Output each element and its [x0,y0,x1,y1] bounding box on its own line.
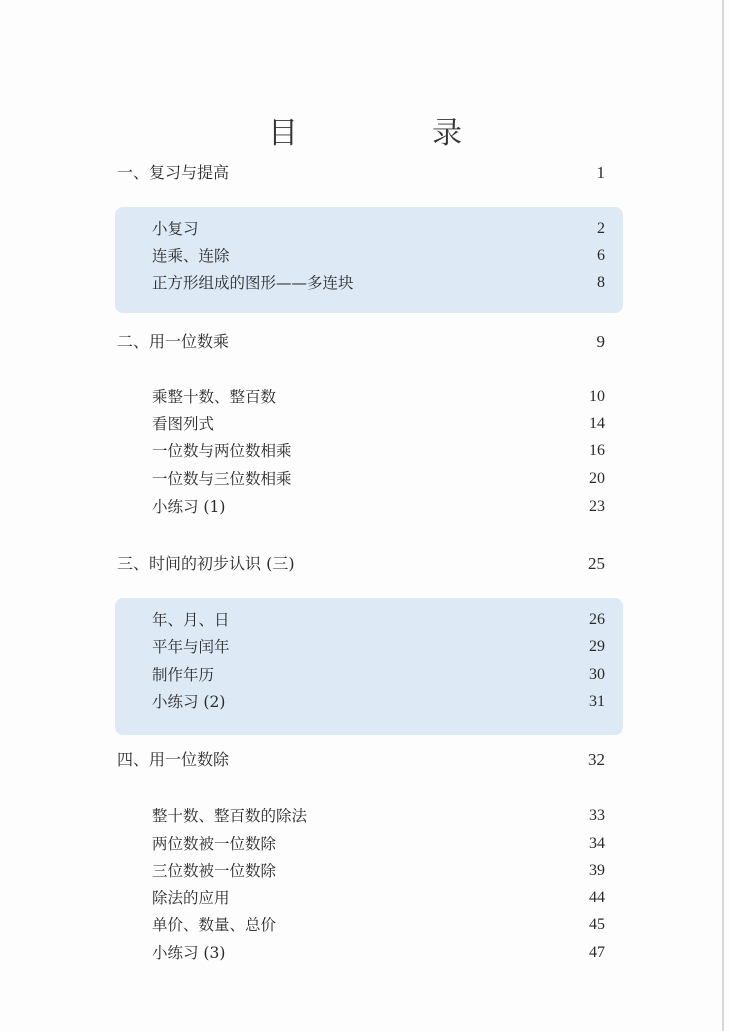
toc-item-page: 23 [589,498,605,515]
toc-item-page: 45 [589,916,605,933]
toc-item-page: 44 [589,889,605,906]
toc-item-page: 2 [597,220,605,237]
toc-item-label: 制作年历 [152,666,215,684]
toc-item-page: 29 [589,638,605,655]
chapter-page-number: 1 [596,163,605,182]
toc-item[interactable] [0,912,730,938]
chapter-row-2[interactable] [0,329,730,355]
toc-item[interactable] [0,607,730,633]
toc-item-page: 14 [589,415,605,432]
toc-item-label: 正方形组成的图形——多连块 [152,274,354,292]
toc-item-label: 一位数与两位数相乘 [152,442,292,460]
toc-item-page: 16 [589,442,605,459]
chapter-label: 三、时间的初步认识 (三) [117,554,295,573]
chapter-row-1[interactable] [0,160,730,186]
toc-item-page: 6 [597,247,605,264]
toc-item[interactable] [0,270,730,296]
toc-item[interactable] [0,438,730,464]
toc-item[interactable] [0,634,730,660]
toc-title: 目 录 [268,116,514,151]
toc-item[interactable] [0,411,730,437]
chapter-label: 四、用一位数除 [117,750,230,769]
toc-item-label: 小练习 (3) [152,944,226,962]
toc-item[interactable] [0,494,730,520]
toc-item-label: 小复习 [152,220,199,238]
toc-item-label: 一位数与三位数相乘 [152,470,292,488]
toc-item[interactable] [0,466,730,492]
toc-item[interactable] [0,662,730,688]
toc-item[interactable] [0,940,730,966]
toc-item-page: 47 [589,944,605,961]
chapter-label: 二、用一位数乘 [117,332,230,351]
toc-item[interactable] [0,216,730,242]
toc-item-label: 连乘、连除 [152,247,230,265]
toc-item[interactable] [0,885,730,911]
toc-item[interactable] [0,803,730,829]
toc-item-label: 看图列式 [152,415,215,433]
toc-item-label: 小练习 (2) [152,693,226,711]
toc-item-label: 年、月、日 [152,611,230,629]
toc-item-page: 20 [589,470,605,487]
toc-item-label: 三位数被一位数除 [152,862,277,880]
toc-item-label: 乘整十数、整百数 [152,388,277,406]
toc-item-label: 平年与闰年 [152,638,230,656]
toc-item-page: 34 [589,835,605,852]
chapter-page-number: 32 [588,750,605,769]
chapter-page-number: 9 [596,332,605,351]
toc-item-label: 除法的应用 [152,889,230,907]
chapter-row-4[interactable] [0,747,730,773]
chapter-page-number: 25 [588,554,605,573]
toc-item[interactable] [0,689,730,715]
toc-item-page: 31 [589,693,605,710]
toc-item[interactable] [0,384,730,410]
toc-item-page: 39 [589,862,605,879]
chapter-label: 一、复习与提高 [117,163,230,182]
toc-item[interactable] [0,243,730,269]
toc-item-label: 小练习 (1) [152,498,226,516]
toc-item-label: 单价、数量、总价 [152,916,277,934]
toc-item-page: 10 [589,388,605,405]
toc-item-page: 30 [589,666,605,683]
toc-item[interactable] [0,831,730,857]
chapter-row-3[interactable] [0,551,730,577]
toc-item-page: 33 [589,807,605,824]
toc-item-label: 整十数、整百数的除法 [152,807,308,825]
toc-item-label: 两位数被一位数除 [152,835,277,853]
toc-item[interactable] [0,858,730,884]
toc-item-page: 8 [597,274,605,291]
toc-item-page: 26 [589,611,605,628]
